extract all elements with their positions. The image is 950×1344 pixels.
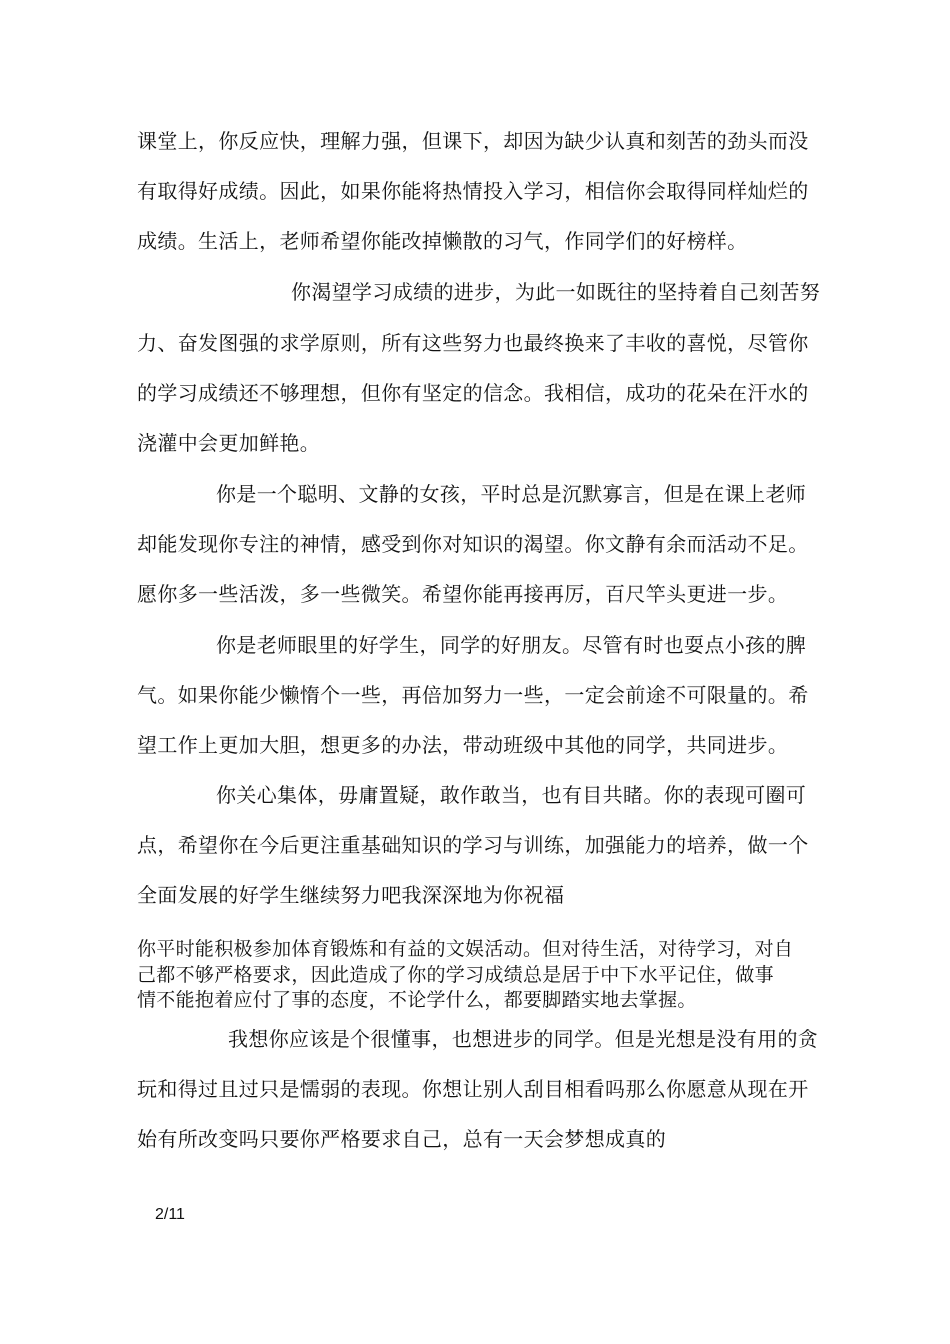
paragraph-first-line: 你是老师眼里的好学生，同学的好朋友。尽管有时也耍点小孩的脾 [216, 633, 807, 657]
text-line: 有取得好成绩。因此，如果你能将热情投入学习，相信你会取得同样灿烂的 [137, 179, 809, 203]
text-line: 愿你多一些活泼，多一些微笑。希望你能再接再厉，百尺竿头更进一步。 [137, 582, 789, 606]
text-line: 却能发现你专注的神情，感受到你对知识的渴望。你文静有余而活动不足。 [137, 532, 809, 556]
paragraph-first-line: 你关心集体，毋庸置疑，敢作敢当，也有目共睹。你的表现可圈可 [216, 783, 807, 807]
text-line: 气。如果你能少懒惰个一些，再倍加努力一些，一定会前途不可限量的。希 [137, 683, 809, 707]
text-line: 情不能抱着应付了事的态度，不论学什么，都要脚踏实地去掌握。 [137, 989, 697, 1011]
text-line: 的学习成绩还不够理想，但你有坚定的信念。我相信，成功的花朵在汗水的 [137, 381, 809, 405]
text-line: 玩和得过且过只是懦弱的表现。你想让别人刮目相看吗那么你愿意从现在开 [137, 1077, 809, 1101]
text-line: 全面发展的好学生继续努力吧我深深地为你祝福 [137, 883, 565, 907]
paragraph-first-line: 我想你应该是个很懂事，也想进步的同学。但是光想是没有用的贪 [228, 1027, 819, 1051]
text-line: 浇灌中会更加鲜艳。 [137, 431, 321, 455]
paragraph-first-line: 你是一个聪明、文静的女孩，平时总是沉默寡言，但是在课上老师 [216, 482, 807, 506]
text-line: 始有所改变吗只要你严格要求自己，总有一天会梦想成真的 [137, 1127, 667, 1151]
text-line: 己都不够严格要求，因此造成了你的学习成绩总是居于中下水平记住，做事 [137, 964, 774, 986]
text-line: 点，希望你在今后更注重基础知识的学习与训练，加强能力的培养，做一个 [137, 833, 809, 857]
text-line: 你平时能积极参加体育锻炼和有益的文娱活动。但对待生活，对待学习，对自 [137, 938, 794, 960]
text-line: 成绩。生活上，老师希望你能改掉懒散的习气，作同学们的好榜样。 [137, 229, 748, 253]
text-line: 课堂上，你反应快，理解力强，但课下，却因为缺少认真和刻苦的劲头而没 [137, 129, 809, 153]
text-line: 望工作上更加大胆，想更多的办法，带动班级中其他的同学，共同进步。 [137, 733, 789, 757]
paragraph-first-line: 你渴望学习成绩的进步，为此一如既往的坚持着自己刻苦努 [291, 280, 821, 304]
text-line: 力、奋发图强的求学原则，所有这些努力也最终换来了丰收的喜悦，尽管你 [137, 331, 809, 355]
page-number: 2/11 [155, 1206, 185, 1223]
